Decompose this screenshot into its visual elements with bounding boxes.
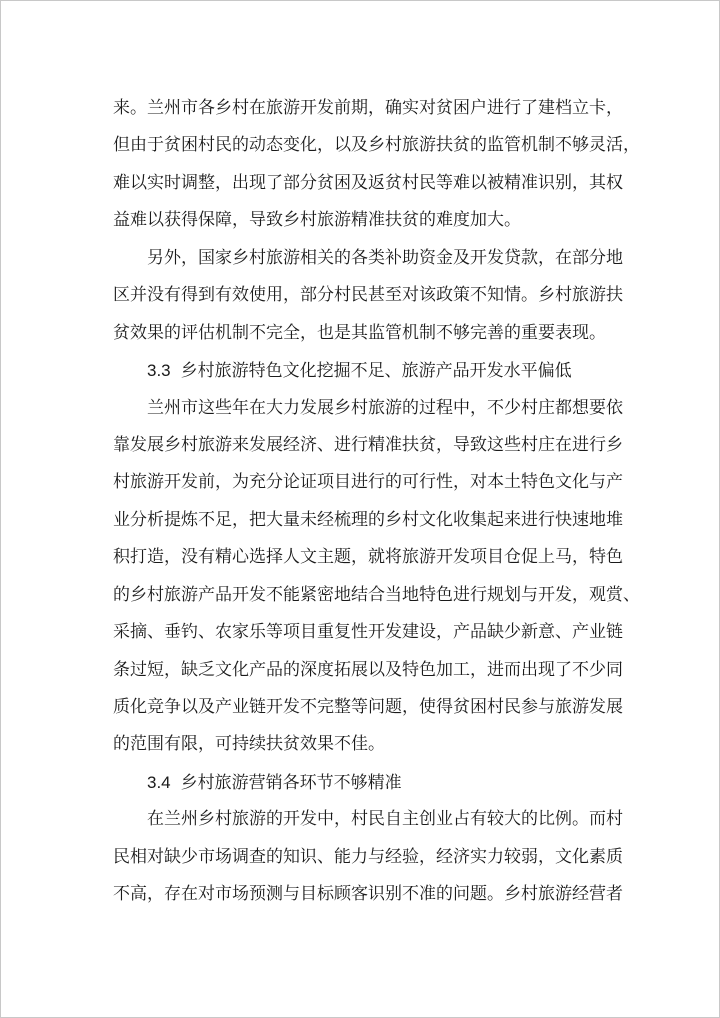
document-body (113, 90, 640, 914)
text-line: 靠发展乡村旅游来发展经济、进行精准扶贫，导致这些村庄在进行乡 (113, 434, 623, 455)
text-line: 来。兰州市各乡村在旅游开发前期，确实对贫困户进行了建档立卡， (113, 98, 623, 118)
text-line: 业分析提炼不足，把大量未经梳理的乡村文化收集起来进行快速地堆 (113, 509, 623, 530)
text-line: 区并没有得到有效使用，部分村民甚至对该政策不知情。乡村旅游扶 (113, 285, 623, 306)
text-line: 贫效果的评估机制不完全，也是其监管机制不够完善的重要表现。 (113, 322, 606, 343)
section-title: 乡村旅游营销各环节不够精准 (180, 772, 402, 793)
text-line: 不高，存在对市场预测与目标顾客识别不准的问题。乡村旅游经营者 (113, 884, 623, 905)
text-line: 难以实时调整，出现了部分贫困及返贫村民等难以被精准识别，其权 (113, 172, 623, 193)
paragraph-continuation (113, 90, 640, 240)
text-line: 但由于贫困村民的动态变化，以及乡村旅游扶贫的监管机制不够灵活， (113, 135, 640, 156)
text-line: 村旅游开发前，为充分论证项目进行的可行性，对本土特色文化与产 (113, 472, 623, 493)
text-line: 采摘、垂钓、农家乐等项目重复性开发建设，产品缺少新意、产业链 (113, 622, 623, 643)
text-line: 民相对缺少市场调查的知识、能力与经验，经济实力较弱，文化素质 (113, 846, 623, 867)
section-number: 3.4 (147, 772, 171, 792)
text-line: 的乡村旅游产品开发不能紧密地结合当地特色进行规划与开发，观赏、 (113, 584, 640, 605)
paragraph-funding (113, 240, 623, 352)
section-heading-3-3 (113, 352, 613, 389)
text-line: 的范围有限，可持续扶贫效果不佳。 (113, 734, 385, 755)
text-line: 质化竞争以及产业链开发不完整等问题，使得贫困村民参与旅游发展 (113, 697, 623, 717)
text-line: 兰州市这些年在大力发展乡村旅游的过程中，不少村庄都想要依 (147, 397, 623, 418)
text-line: 在兰州乡村旅游的开发中，村民自主创业占有较大的比例。而村 (147, 809, 623, 830)
text-line: 另外，国家乡村旅游相关的各类补助资金及开发贷款，在部分地 (147, 247, 623, 268)
text-line: 积打造，没有精心选择人文主题，就将旅游开发项目仓促上马，特色 (113, 547, 623, 568)
section-title: 乡村旅游特色文化挖掘不足、旅游产品开发水平偏低 (180, 361, 572, 382)
text-line: 益难以获得保障，导致乡村旅游精准扶贫的难度加大。 (113, 210, 521, 231)
paragraph-culture (113, 390, 640, 764)
text-line: 条过短，缺乏文化产品的深度拓展以及特色加工，进而出现了不少同 (113, 659, 623, 680)
paragraph-marketing (113, 801, 623, 913)
section-number: 3.3 (147, 361, 171, 381)
section-heading-3-4 (113, 764, 613, 801)
